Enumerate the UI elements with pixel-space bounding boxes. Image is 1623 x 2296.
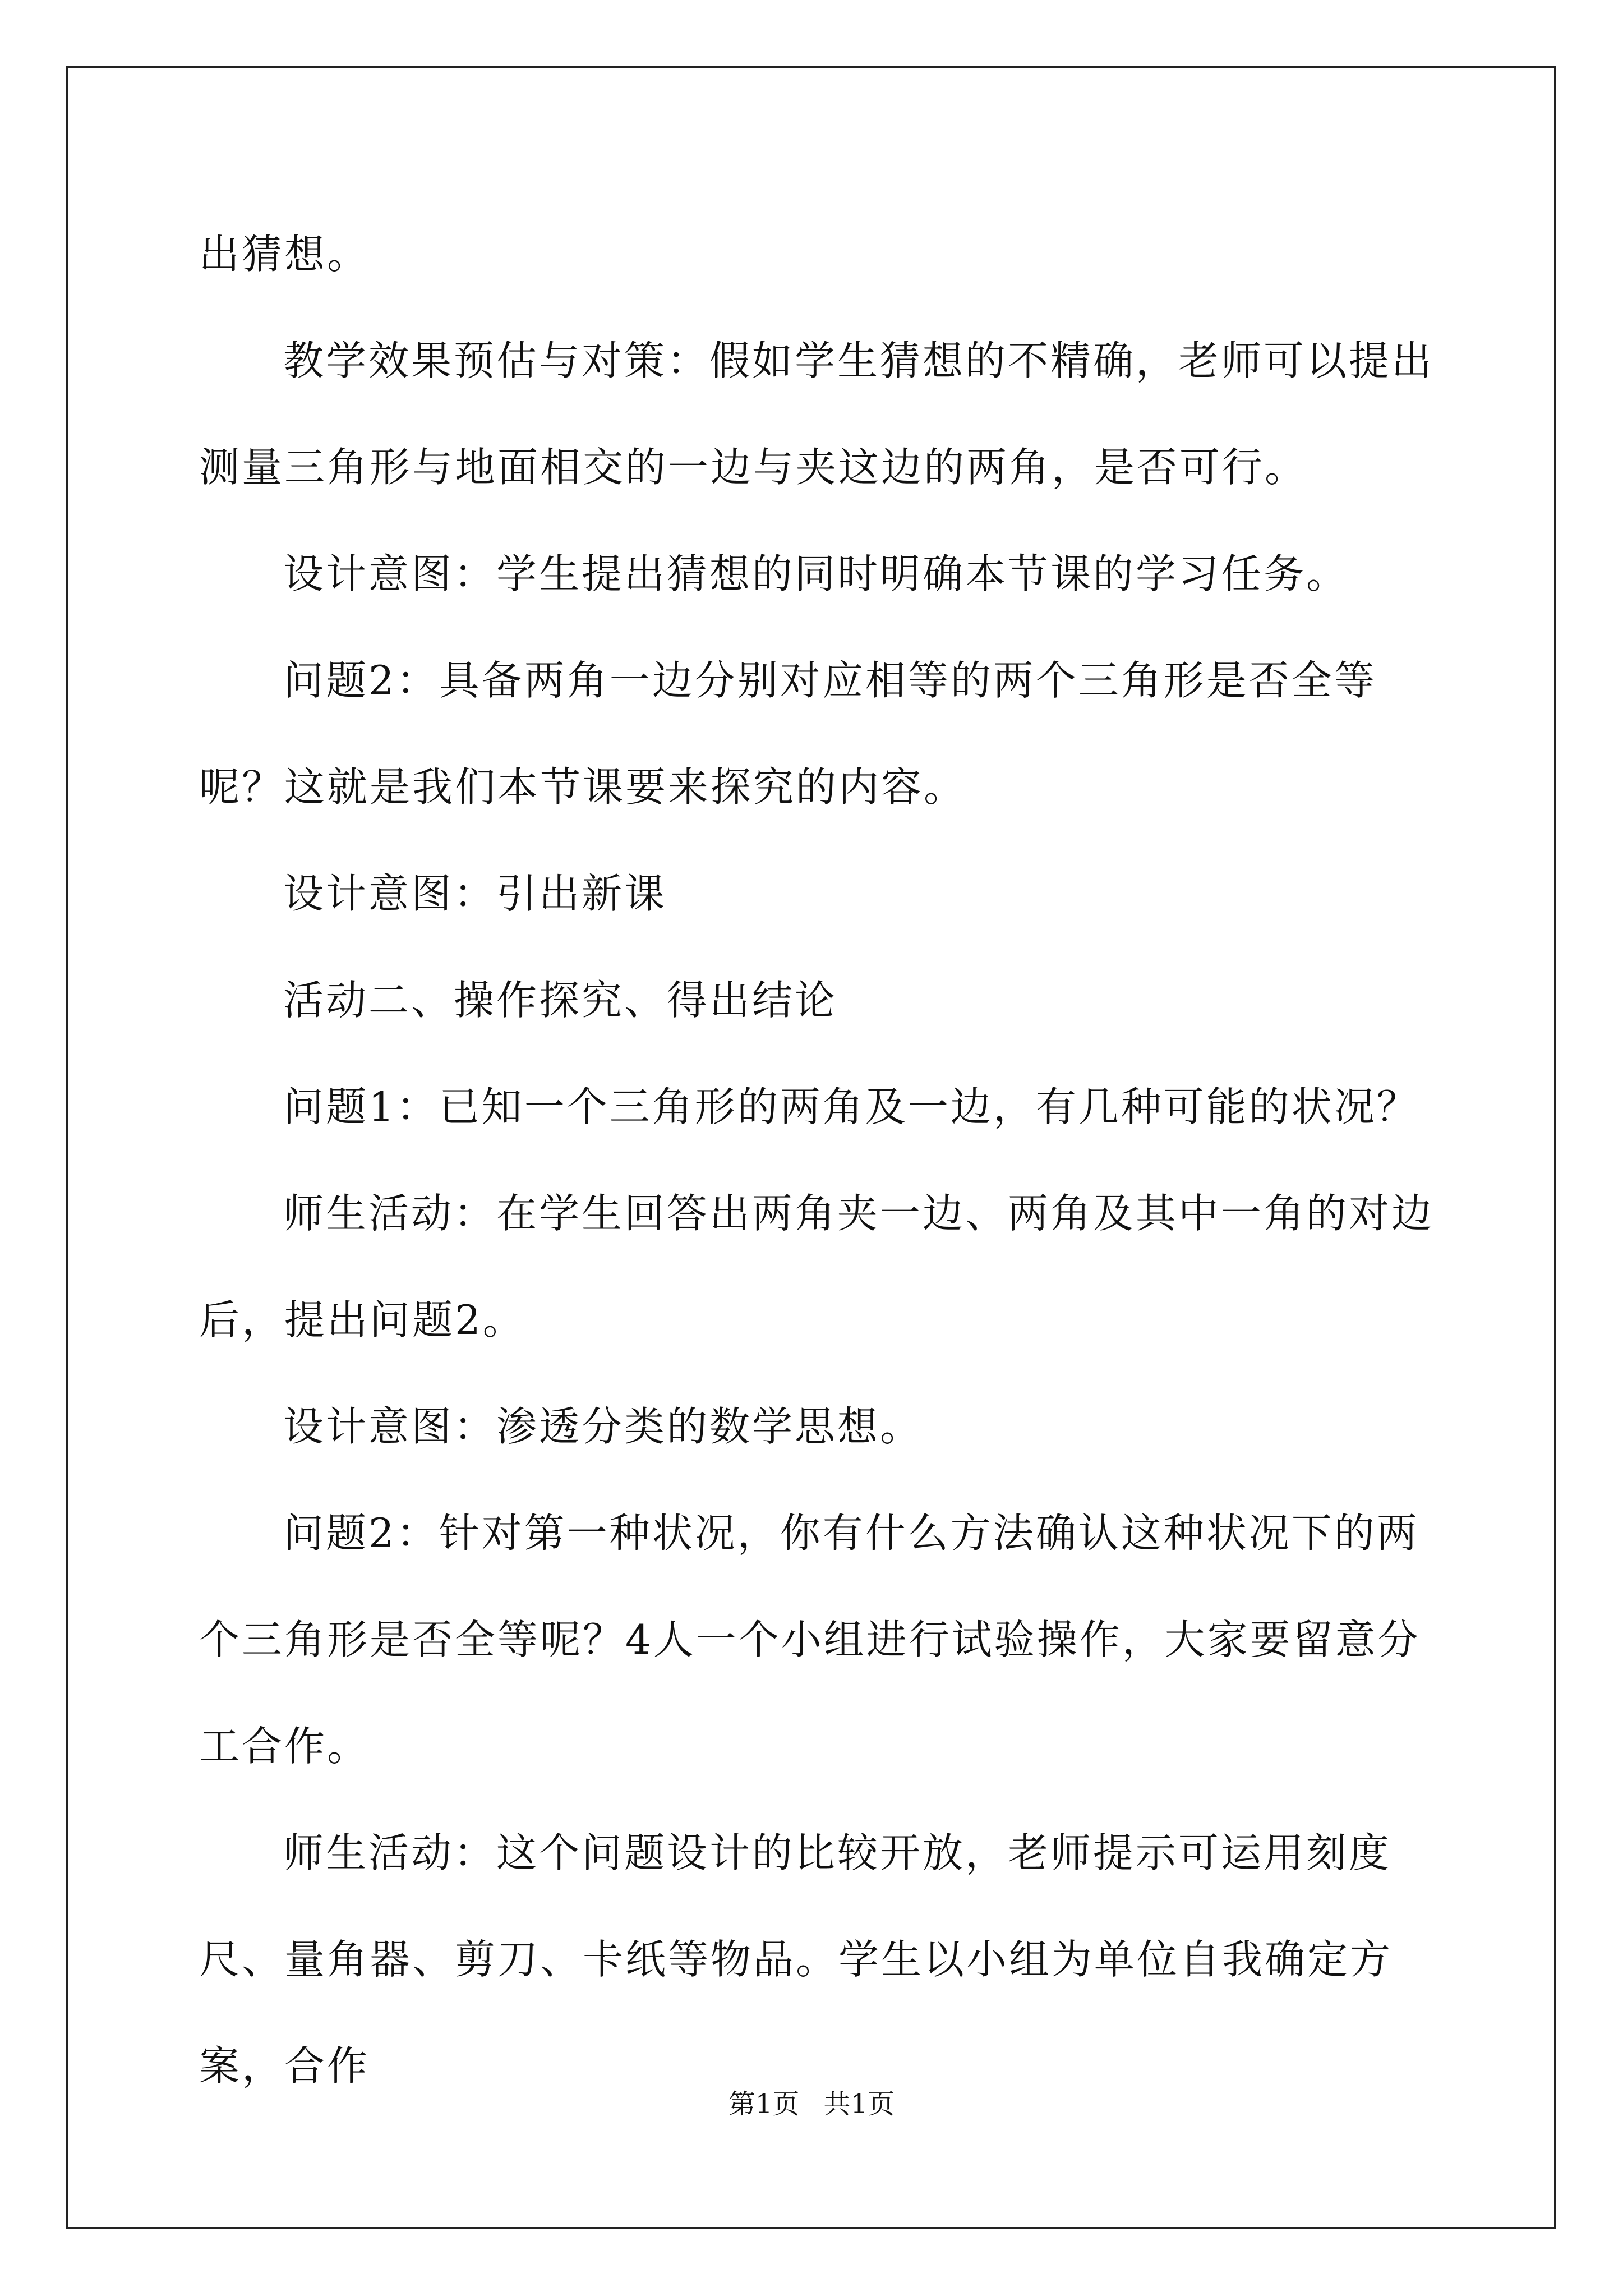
paragraph: 设计意图：学生提出猜想的同时明确本节课的学习任务。: [283, 550, 1349, 597]
page-number: 第1页: [728, 2088, 800, 2120]
paragraph: 问题2：针对第一种状况，你有什么方法确认这种状况下的两个三角形是否全等呢？4人一个小组进行试验操作，大家要留意分工合作。: [199, 1510, 1421, 1770]
paragraph: 出猜想。: [199, 231, 370, 278]
page-total: 共1页: [823, 2088, 895, 2120]
document-body: [199, 201, 1455, 2119]
paragraph: 师生活动：在学生回答出两角夹一边、两角及其中一角的对边后，提出问题2。: [199, 1190, 1435, 1343]
paragraph: 问题1：已知一个三角形的两角及一边，有几种可能的状况？: [283, 1083, 1419, 1130]
paragraph: 师生活动：这个问题设计的比较开放，老师提示可运用刻度尺、量角器、剪刀、卡纸等物品。学生以小组为单位自我确定方案，合作: [199, 1829, 1393, 2090]
paragraph: 教学效果预估与对策：假如学生猜想的不精确，老师可以提出测量三角形与地面相交的一边与夹这边的两角，是否可行。: [199, 337, 1435, 491]
paragraph: 设计意图：渗透分类的数学思想。: [283, 1403, 923, 1450]
section-heading: 活动二、操作探究、得出结论: [283, 977, 838, 1024]
paragraph: 问题2：具备两角一边分别对应相等的两个三角形是否全等呢？这就是我们本节课要来探究的内容。: [199, 657, 1377, 811]
paragraph: 设计意图：引出新课: [283, 870, 667, 917]
page-footer: [0, 2082, 1623, 2121]
